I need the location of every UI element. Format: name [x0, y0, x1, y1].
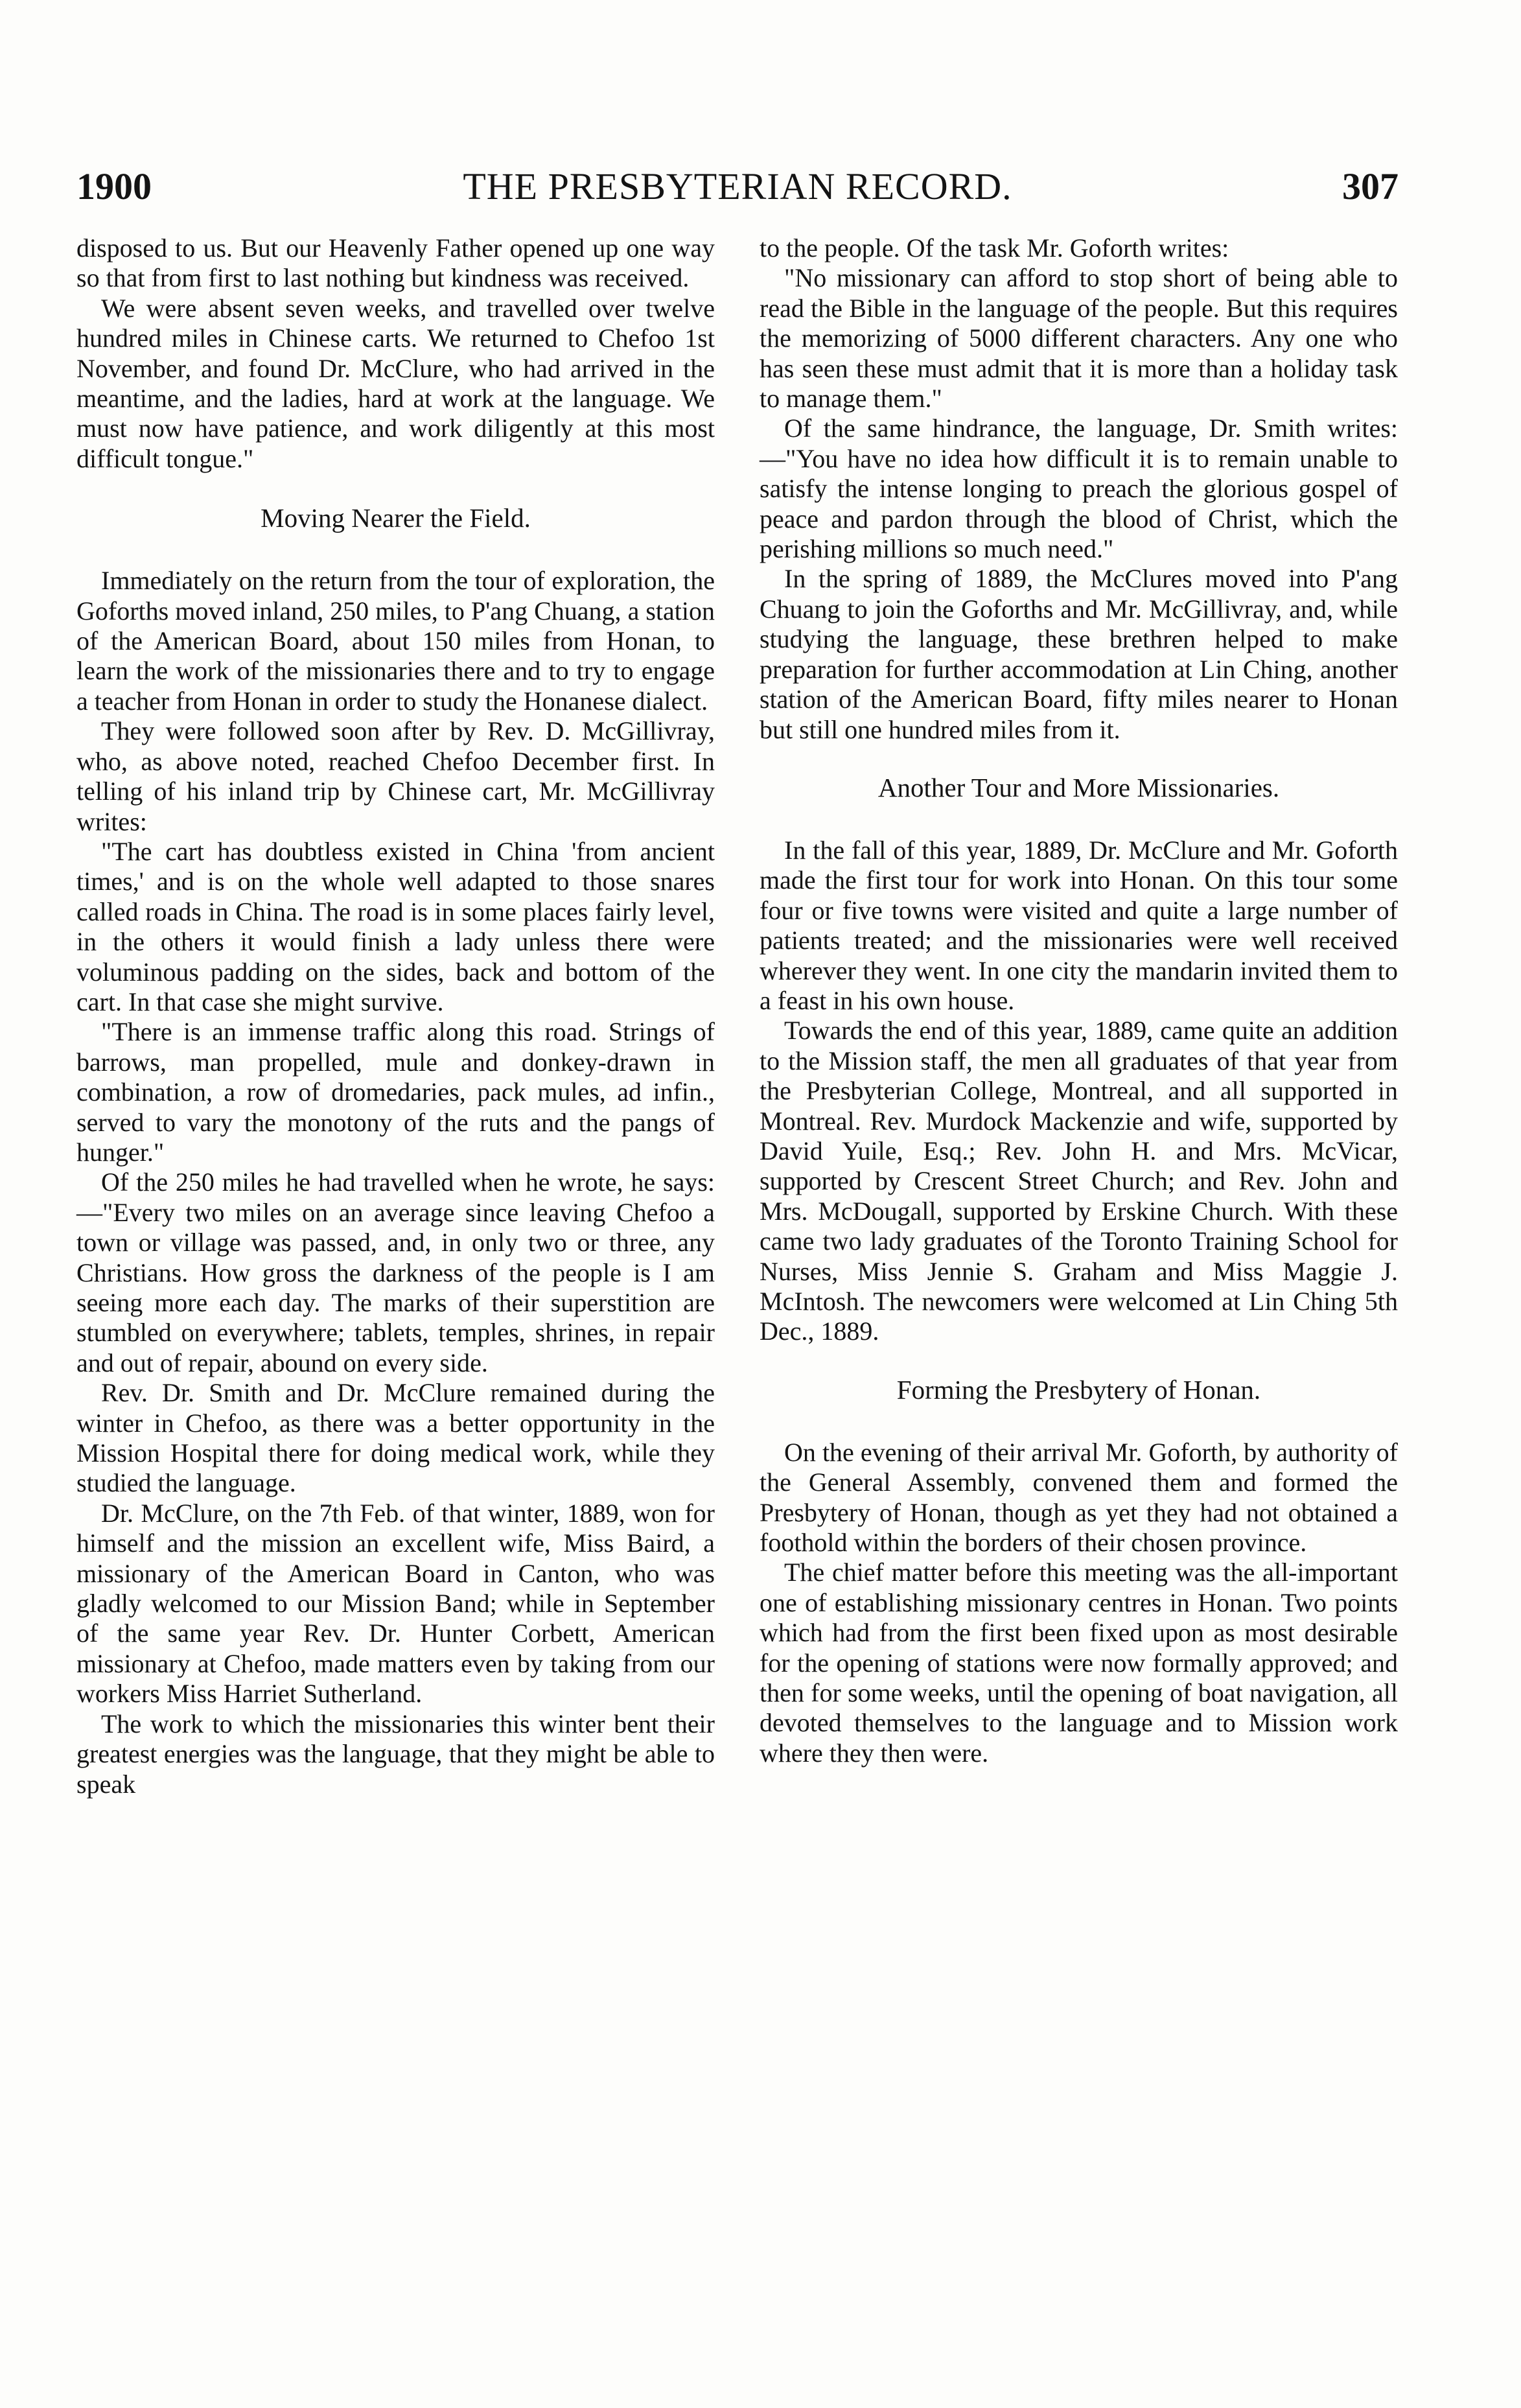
- left-column: [76, 233, 715, 1799]
- section-heading: Forming the Presbytery of Honan.: [896, 1374, 1261, 1405]
- section-heading: Moving Nearer the Field.: [261, 503, 531, 533]
- paragraph: disposed to us. But our Heavenly Father opened up one way so that from first to last nothing but kindness was received.: [76, 233, 715, 293]
- paragraph: "No missionary can afford to stop short of being able to read the Bible in the language of the people. But this requires the memorizing of 5000 different characters. Any one who has seen these must admit that it is more than a holiday task to manage them.": [760, 263, 1398, 414]
- paragraph: to the people. Of the task Mr. Goforth writes:: [760, 233, 1229, 263]
- paragraph: Dr. McClure, on the 7th Feb. of that winter, 1889, won for himself and the mission an excellent wife, Miss Baird, a missionary of the American Board in Canton, who was gladly welcomed to our Mission Band; while in September of the same year Rev. Dr. Hunter Corbett, American missionary at Chefoo, made matters even by taking from our workers Miss Harriet Sutherland.: [76, 1498, 715, 1709]
- publication-title: THE PRESBYTERIAN RECORD.: [463, 165, 1012, 207]
- page-number: 307: [1342, 165, 1399, 207]
- section-heading: Another Tour and More Missionaries.: [877, 772, 1280, 802]
- paragraph: On the evening of their arrival Mr. Goforth, by authority of the General Assembly, convened them and formed the Presbytery of Honan, though as yet they had not obtained a foothold within the borders of their chosen province.: [760, 1437, 1398, 1558]
- paragraph: The chief matter before this meeting was the all-important one of establishing missionary centres in Honan. Two points which had from the first been fixed upon as most desirable for the opening of stations were now formally approved; and then for some weeks, until the opening of boat navigation, all devoted themselves to the language and to Mission work where they then were.: [760, 1558, 1398, 1768]
- paragraph: In the fall of this year, 1889, Dr. McClure and Mr. Goforth made the first tour for work into Honan. On this tour some four or five towns were visited and quite a large number of patients treated; and the missionaries were well received wherever they went. In one city the mandarin invited them to a feast in his own house.: [760, 835, 1398, 1015]
- paragraph: We were absent seven weeks, and travelled over twelve hundred miles in Chinese carts. We returned to Chefoo 1st November, and found Dr. McClure, who had arrived in the meantime, and the ladies, hard at work at the language. We must now have patience, and work diligently at this most difficult tongue.": [76, 293, 715, 473]
- paragraph: Towards the end of this year, 1889, came quite an addition to the Mission staff, the men all graduates of that year from the Presbyterian College, Montreal, and all supported in Montreal. Rev. Murdock Mackenzie and wife, supported by David Yuile, Esq.; Rev. John H. and Mrs. McVicar, supported by Crescent Street Church; and Rev. John and Mrs. McDougall, supported by Erskine Church. With these came two lady graduates of the Toronto Training School for Nurses, Miss Jennie S. Graham and Miss Maggie J. McIntosh. The newcomers were welcomed at Lin Ching 5th Dec., 1889.: [760, 1016, 1398, 1346]
- header-year: 1900: [76, 165, 152, 207]
- paragraph: "There is an immense traffic along this road. Strings of barrows, man propelled, mule and donkey-drawn in combination, a row of dromedaries, pack mules, ad infin., served to vary the monotony of the ruts and the pangs of hunger.": [76, 1017, 715, 1167]
- page-header: [76, 161, 1399, 213]
- paragraph: Immediately on the return from the tour of exploration, the Goforths moved inland, 250 miles, to P'ang Chuang, a station of the American Board, about 150 miles from Honan, to learn the work of the missionaries there and to try to engage a teacher from Honan in order to study the Honanese dialect.: [76, 566, 715, 716]
- paragraph: Of the same hindrance, the language, Dr. Smith writes:—"You have no idea how difficult it is to remain unable to satisfy the intense longing to preach the glorious gospel of peace and pardon through the blood of Christ, which the perishing millions so much need.": [760, 414, 1398, 564]
- paragraph: "The cart has doubtless existed in China 'from ancient times,' and is on the whole well adapted to those snares called roads in China. The road is in some places fairly level, in the others it would finish a lady unless there were voluminous padding on the sides, back and bottom of the cart. In that case she might survive.: [76, 836, 715, 1016]
- paragraph: In the spring of 1889, the McClures moved into P'ang Chuang to join the Goforths and Mr. McGillivray, and, while studying the language, these brethren helped to make preparation for further accommodation at Lin Ching, another station of the American Board, fifty miles nearer to Honan but still one hundred miles from it.: [760, 564, 1398, 744]
- paragraph: The work to which the missionaries this winter bent their greatest energies was the language, that they might be able to speak: [76, 1709, 715, 1799]
- paragraph: They were followed soon after by Rev. D. McGillivray, who, as above noted, reached Chefoo December first. In telling of his inland trip by Chinese cart, Mr. McGillivray writes:: [76, 716, 715, 836]
- right-column: [760, 233, 1398, 1768]
- paragraph: Rev. Dr. Smith and Dr. McClure remained during the winter in Chefoo, as there was a better opportunity in the Mission Hospital there for doing medical work, while they studied the language.: [76, 1378, 715, 1498]
- paragraph: Of the 250 miles he had travelled when he wrote, he says:—"Every two miles on an average since leaving Chefoo a town or village was passed, and, in only two or three, any Christians. How gross the darkness of the people is I am seeing more each day. The marks of their superstition are stumbled on everywhere; tablets, temples, shrines, in repair and out of repair, abound on every side.: [76, 1167, 715, 1377]
